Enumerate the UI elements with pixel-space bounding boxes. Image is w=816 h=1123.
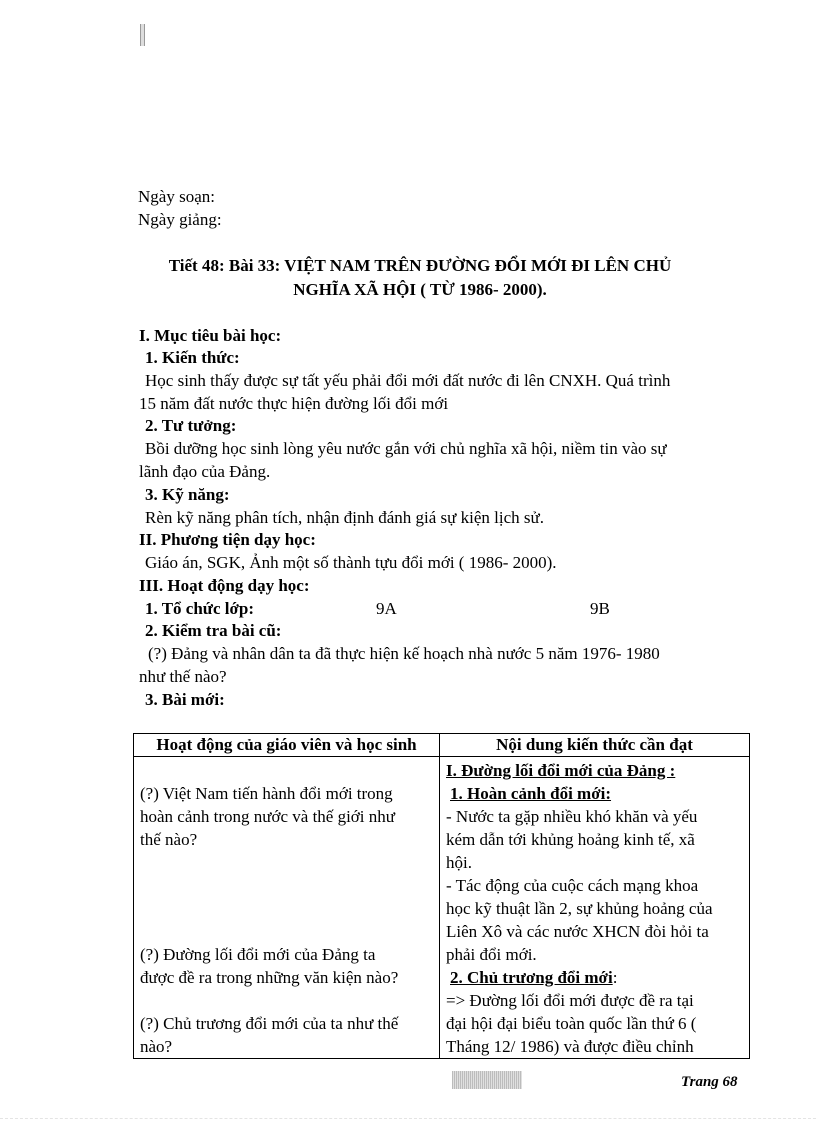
header-teacher-student: Hoạt động của giáo viên và học sinh bbox=[134, 734, 440, 757]
question-1-line2: hoàn cảnh trong nước và thế giới như bbox=[140, 807, 395, 826]
class-b: 9B bbox=[590, 599, 610, 618]
knowledge-text-line2: 15 năm đất nước thực hiện đường lối đổi mới bbox=[139, 394, 449, 413]
thought-heading: 2. Tư tưởng: bbox=[145, 416, 237, 435]
new-lesson-heading: 3. Bài mới: bbox=[145, 690, 225, 709]
question-1-line1: (?) Việt Nam tiến hành đổi mới trong bbox=[140, 784, 393, 803]
section3-heading: III. Hoạt động dạy học: bbox=[139, 576, 310, 595]
org-label: 1. Tổ chức lớp: bbox=[145, 599, 255, 618]
class-a: 9A bbox=[376, 599, 397, 618]
lesson-table bbox=[133, 733, 750, 1059]
question-3-line2: nào? bbox=[140, 1037, 173, 1056]
policy-text-line2: đại hội đại biểu toàn quốc lần thứ 6 ( bbox=[446, 1014, 697, 1033]
question-1-line3: thế nào? bbox=[140, 830, 198, 849]
lesson-title-line1: Tiết 48: Bài 33: VIỆT NAM TRÊN ĐƯỜNG ĐỔI MỚI ĐI LÊN CHỦ bbox=[168, 256, 672, 275]
table-header-row bbox=[134, 734, 750, 757]
policy-text-line1: => Đường lối đổi mới được đề ra tại bbox=[446, 991, 694, 1010]
content-cell bbox=[440, 757, 750, 1059]
skills-text-line1: Rèn kỹ năng phân tích, nhận định đánh giá sự kiện lịch sử. bbox=[145, 508, 544, 527]
context-point2-line3: Liên Xô và các nước XHCN đòi hỏi ta bbox=[446, 922, 709, 941]
policy-subheading-text: 2. Chủ trương đổi mới bbox=[450, 968, 613, 987]
question-3-line1: (?) Chủ trương đổi mới của ta như thế bbox=[140, 1014, 399, 1033]
corner-mark bbox=[140, 24, 145, 46]
context-subheading bbox=[446, 782, 743, 805]
check-text-line2: như thế nào? bbox=[139, 667, 227, 686]
context-point2-line1: - Tác động của cuộc cách mạng khoa bbox=[446, 876, 699, 895]
context-point1-line1: - Nước ta gặp nhiều khó khăn và yếu bbox=[446, 807, 698, 826]
skills-heading: 3. Kỹ năng: bbox=[145, 485, 230, 504]
policy-subheading bbox=[446, 966, 743, 989]
question-2-line1: (?) Đường lối đổi mới của Đảng ta bbox=[140, 945, 376, 964]
check-heading: 2. Kiểm tra bài cũ: bbox=[145, 621, 282, 640]
policy-text-line3: Tháng 12/ 1986) và được điều chỉnh bbox=[446, 1037, 694, 1056]
footer-divider bbox=[0, 1118, 816, 1119]
header-content: Nội dung kiến thức cần đạt bbox=[440, 734, 750, 757]
date-prepared: Ngày soạn: bbox=[138, 187, 215, 206]
section1-heading: I. Mục tiêu bài học: bbox=[139, 326, 282, 345]
context-subheading-text: 1. Hoàn cảnh đổi mới: bbox=[450, 784, 612, 803]
footer-bar bbox=[452, 1071, 522, 1089]
section2-heading: II. Phương tiện dạy học: bbox=[139, 530, 316, 549]
date-taught: Ngày giảng: bbox=[138, 210, 222, 229]
section2-text-line1: Giáo án, SGK, Ảnh một số thành tựu đổi mới ( 1986- 2000). bbox=[145, 553, 557, 572]
activity-cell bbox=[134, 757, 440, 1059]
knowledge-text-line1: Học sinh thấy được sự tất yếu phải đổi mới đất nước đi lên CNXH. Quá trình bbox=[145, 371, 671, 390]
context-point1-line3: hội. bbox=[446, 853, 472, 872]
content-heading: I. Đường lối đổi mới của Đảng : bbox=[446, 761, 676, 780]
lesson-title-line2: NGHĨA XÃ HỘI ( TỪ 1986- 2000). bbox=[293, 280, 547, 299]
thought-text-line1: Bồi dưỡng học sinh lòng yêu nước gắn với chủ nghĩa xã hội, niềm tin vào sự bbox=[145, 439, 667, 458]
knowledge-heading: 1. Kiến thức: bbox=[145, 348, 240, 367]
question-2-line2: được đề ra trong những văn kiện nào? bbox=[140, 968, 399, 987]
check-text-line1: (?) Đảng và nhân dân ta đã thực hiện kế hoạch nhà nước 5 năm 1976- 1980 bbox=[148, 644, 660, 663]
thought-text-line2: lãnh đạo của Đảng. bbox=[139, 462, 271, 481]
context-point1-line2: kém dẫn tới khủng hoảng kinh tế, xã bbox=[446, 830, 695, 849]
context-point2-line2: học kỹ thuật lần 2, sự khủng hoảng của bbox=[446, 899, 713, 918]
context-point2-line4: phải đổi mới. bbox=[446, 945, 537, 964]
page-number: Trang 68 bbox=[681, 1074, 738, 1090]
policy-subheading-colon: : bbox=[612, 968, 618, 987]
table-row bbox=[134, 757, 750, 1059]
